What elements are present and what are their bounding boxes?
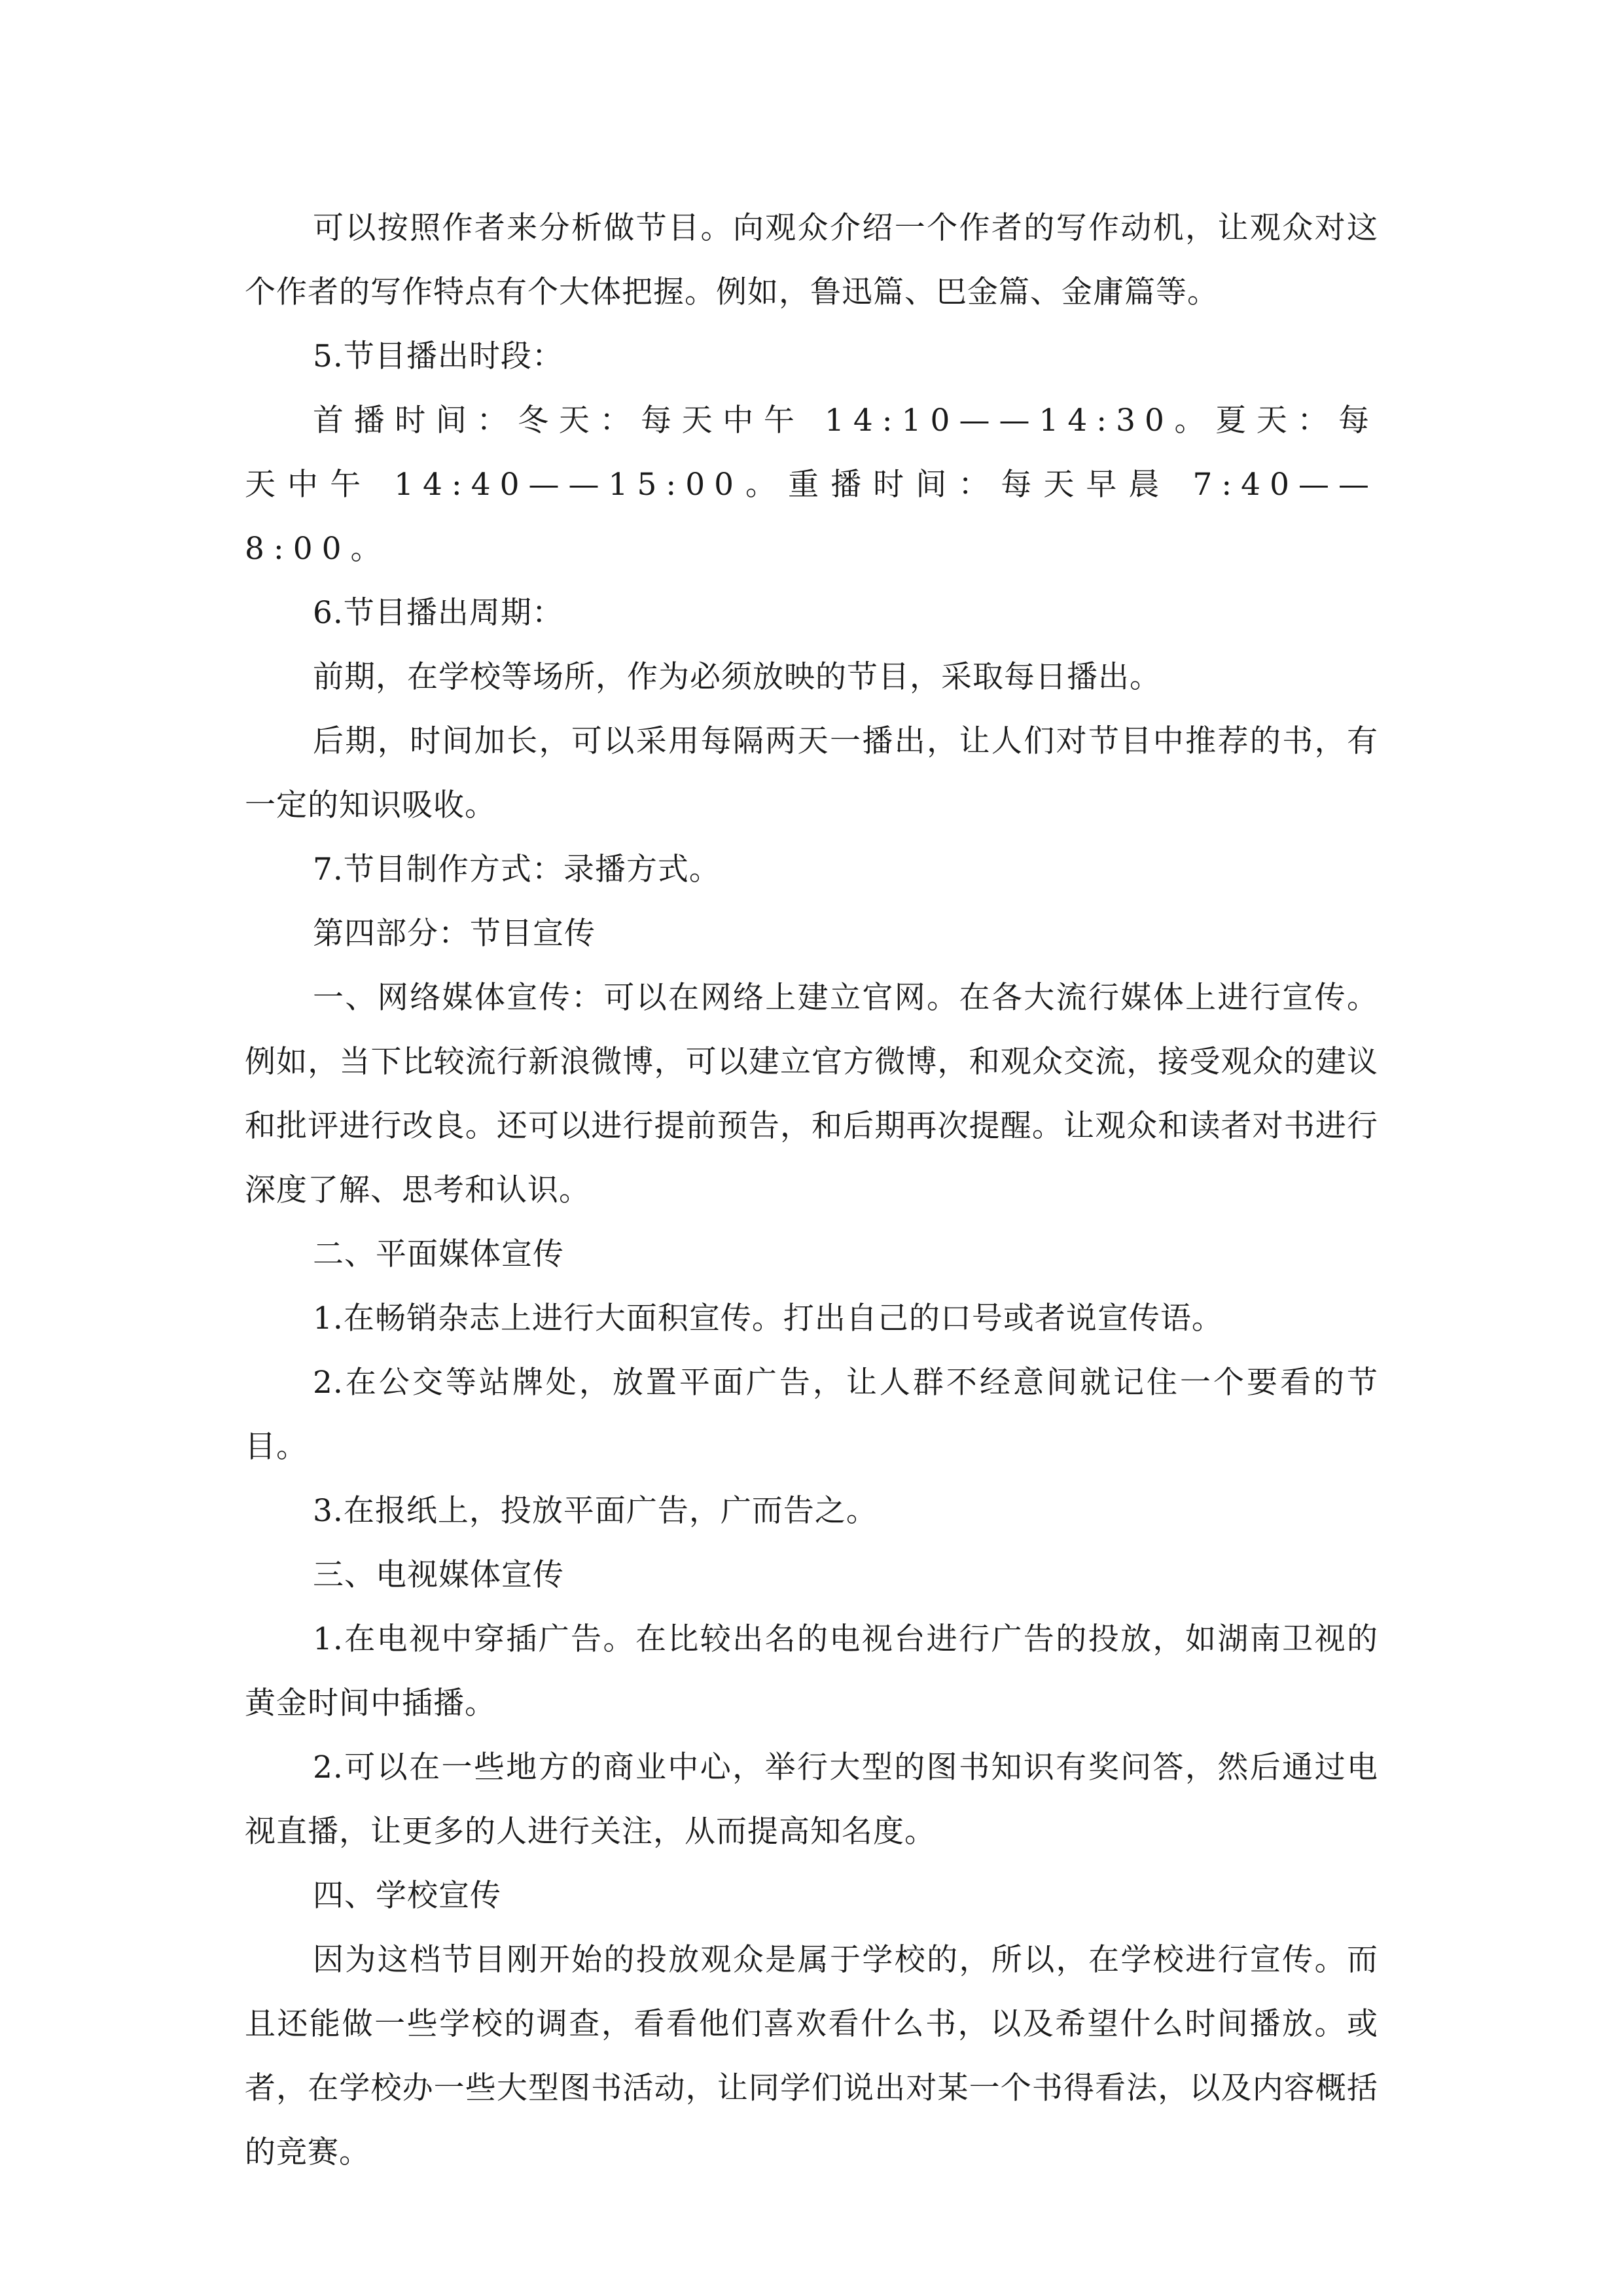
heading-production-method: 7.节目制作方式：录播方式。 xyxy=(313,852,721,888)
section-heading-promotion: 第四部分：节目宣传 xyxy=(313,916,596,952)
list-item-magazine: 1.在畅销杂志上进行大面积宣传。打出自己的口号或者说宣传语。 xyxy=(313,1300,1223,1336)
paragraph-author-analysis: 可以按照作者来分析做节目。向观众介绍一个作者的写作动机，让观众对这个作者的写作特点有个大体把握。例如，鲁迅篇、巴金篇、金庸篇等。 xyxy=(245,210,1378,310)
heading-broadcast-time: 5.节目播出时段： xyxy=(313,338,563,374)
paragraph-broadcast-schedule: 首播时间：冬天：每天中午 14:10——14:30。夏天：每天中午 14:40——15:00。重播时间：每天早晨 7:40——8:00。 xyxy=(245,403,1378,567)
list-item-tv-ads: 1.在电视中穿插广告。在比较出名的电视台进行广告的投放，如湖南卫视的黄金时间中插播。 xyxy=(245,1621,1378,1721)
paragraph-later-stage: 后期，时间加长，可以采用每隔两天一播出，让人们对节目中推荐的书，有一定的知识吸收。 xyxy=(245,723,1378,823)
heading-print-media: 二、平面媒体宣传 xyxy=(313,1236,564,1272)
list-item-newspaper: 3.在报纸上，投放平面广告，广而告之。 xyxy=(313,1493,878,1529)
paragraph-online-media: 一、网络媒体宣传：可以在网络上建立官网。在各大流行媒体上进行宣传。例如，当下比较流行新浪微博，可以建立官方微博，和观众交流，接受观众的建议和批评进行改良。还可以进行提前预告，和后期再次提醒。让观众和读者对书进行深度了解、思考和认识。 xyxy=(245,980,1378,1208)
document-body xyxy=(245,196,1378,2185)
paragraph-school-promotion: 因为这档节目刚开始的投放观众是属于学校的，所以，在学校进行宣传。而且还能做一些学校的调查，看看他们喜欢看什么书，以及希望什么时间播放。或者，在学校办一些大型图书活动，让同学们说出对某一个书得看法，以及内容概括的竞赛。 xyxy=(245,1942,1378,2170)
list-item-bus-stop: 2.在公交等站牌处，放置平面广告，让人群不经意间就记住一个要看的节目。 xyxy=(245,1365,1378,1465)
paragraph-early-stage: 前期，在学校等场所，作为必须放映的节目，采取每日播出。 xyxy=(313,659,1161,695)
heading-school-promotion: 四、学校宣传 xyxy=(313,1878,501,1914)
heading-broadcast-cycle: 6.节目播出周期： xyxy=(313,595,563,631)
heading-tv-media: 三、电视媒体宣传 xyxy=(313,1557,564,1593)
list-item-tv-live: 2.可以在一些地方的商业中心，举行大型的图书知识有奖问答，然后通过电视直播，让更多的人进行关注，从而提高知名度。 xyxy=(245,1749,1378,1850)
